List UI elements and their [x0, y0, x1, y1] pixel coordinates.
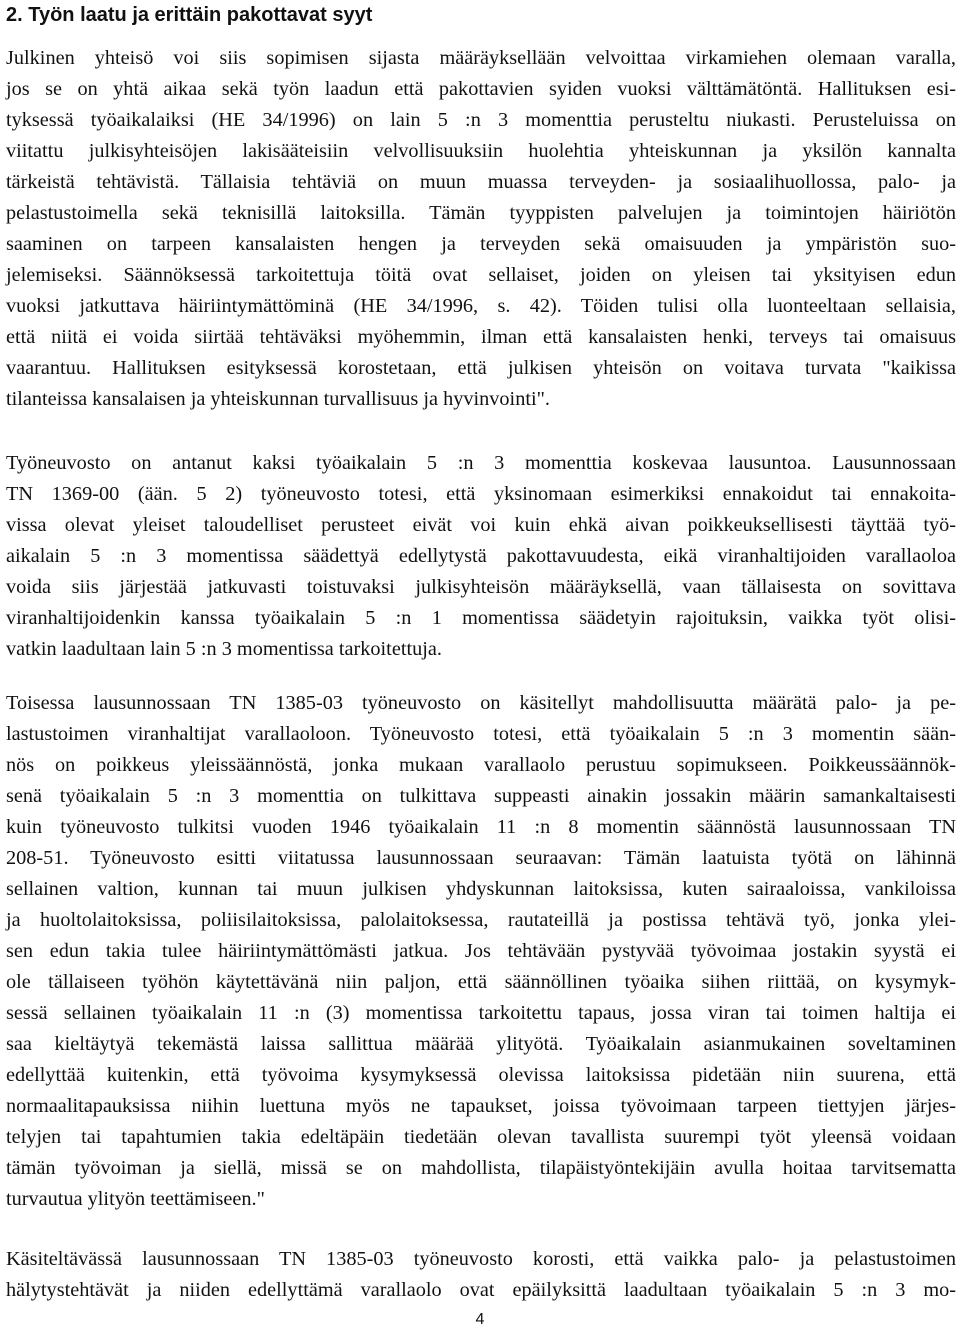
text-line: viitattu julkisyhteisöjen lakisääteisiin velvollisuuksiin huolehtia yhteiskunnan ja yksilön kannalta [6, 140, 956, 162]
text-line: vaarantuu. Hallituksen esityksessä korostetaan, että julkisen yhteisön on voitava turvata "kaikissa [6, 357, 956, 379]
text-line: vatkin laadultaan lain 5 :n 3 momentissa tarkoitettuja. [6, 638, 442, 660]
text-line: normaalitapauksissa niihin luettuna myös ne tapaukset, joissa työvoimaan tarpeen tiettyjen järjes- [6, 1095, 956, 1117]
paragraph-4 [6, 1244, 956, 1306]
text-line: tyksessä työaikalaiksi (HE 34/1996) on lain 5 :n 3 momenttia perusteltu niukasti. Perusteluissa on [6, 109, 956, 131]
text-line: sen edun takia tulee häiriintymättömästi jatkua. Jos tehtävään pystyvää työvoimaa jostakin syystä ei [6, 940, 956, 962]
text-line: 208-51. Työneuvosto esitti viitatussa lausunnossaan seuraavan: Tämän laatuista työtä on lähinnä [6, 847, 956, 869]
text-line: saa kieltäytyä tekemästä laissa sallittua määrää ylityötä. Työaikalain asianmukainen soveltaminen [6, 1033, 956, 1055]
text-line: tämän työvoiman ja siellä, missä se on mahdollista, tilapäistyöntekijäin avulla hoitaa tarvitsematta [6, 1157, 956, 1179]
text-line: Työneuvosto on antanut kaksi työaikalain 5 :n 3 momenttia koskevaa lausuntoa. Lausunnossaan [6, 452, 956, 474]
text-line: ja huoltolaitoksissa, poliisilaitoksissa, palolaitoksessa, rautateillä ja postissa tehtävä työ, jonka ylei- [6, 909, 956, 931]
text-line: pelastustoimella sekä teknisillä laitoksilla. Tämän tyyppisten palvelujen ja toimintojen häiriötön [6, 202, 956, 224]
text-line: ole tällaiseen työhön käytettävänä niin paljon, että säännöllinen työaika siihen riittää, on kysymyk- [6, 971, 956, 993]
text-line: kuin työneuvosto tulkitsi vuoden 1946 työaikalain 11 :n 8 momentin säännöstä lausunnossaan TN [6, 816, 956, 838]
text-line: tilanteissa kansalaisen ja yhteiskunnan turvallisuus ja hyvinvointi". [6, 388, 550, 410]
text-line: TN 1369-00 (ään. 5 2) työneuvosto totesi, että yksinomaan esimerkiksi ennakoidut tai ennakoita- [6, 483, 956, 505]
text-line: hälytystehtävät ja niiden edellyttämä varallaolo ovat epäilyksittä laadultaan työaikalain 5 :n 3 mo- [6, 1279, 956, 1301]
text-line: Julkinen yhteisö voi siis sopimisen sijasta määräyksellään velvoittaa virkamiehen olemaan varalla, [6, 47, 956, 69]
text-line: aikalain 5 :n 3 momentissa säädettyä edellytystä pakottavuudesta, eikä viranhaltijoiden varallaoloa [6, 545, 956, 567]
text-line: Toisessa lausunnossaan TN 1385-03 työneuvosto on käsitellyt mahdollisuutta määrätä palo- ja pe- [6, 692, 956, 714]
text-line: viranhaltijoidenkin kanssa työaikalain 5 :n 1 momentissa säädetyin rajoituksin, vaikka työt olisi- [6, 607, 956, 629]
text-line: vuoksi jatkuttava häiriintymättöminä (HE 34/1996, s. 42). Töiden tulisi olla luonteeltaan sellaisia, [6, 295, 956, 317]
text-line: lastustoimen viranhaltijat varallaoloon. Työneuvosto totesi, että työaikalain 5 :n 3 momentin sään- [6, 723, 956, 745]
text-line: senä työaikalain 5 :n 3 momenttia on tulkittava suppeasti ainakin jossakin määrin samankaltaisesti [6, 785, 956, 807]
section-heading: 2. Työn laatu ja erittäin pakottavat syyt [6, 4, 373, 26]
text-line: tärkeistä tehtävistä. Tällaisia tehtäviä on muun muassa terveyden- ja sosiaalihuollossa, palo- ja [6, 171, 956, 193]
text-line: nös on poikkeus yleissäännöstä, jonka mukaan varallaolo perustuu sopimukseen. Poikkeussäännök- [6, 754, 956, 776]
text-line: saaminen on tarpeen kansalaisten hengen ja terveyden sekä omaisuuden ja ympäristön suo- [6, 233, 956, 255]
text-line: sellainen valtion, kunnan tai muun julkisen yhdyskunnan laitoksissa, kuten sairaaloissa, vankiloissa [6, 878, 956, 900]
text-line: sessä sellainen työaikalain 11 :n (3) momentissa tarkoitettu tapaus, jossa viran tai toimen haltija ei [6, 1002, 956, 1024]
paragraph-1 [6, 43, 956, 415]
page-number: 4 [475, 1311, 485, 1328]
text-line: vissa olevat yleiset taloudelliset perusteet eivät voi kuin ehkä aivan poikkeuksellisesti täyttää työ- [6, 514, 956, 536]
text-line: telyjen tai tapahtumien takia edeltäpäin tiedetään olevan tavallista suurempi työt yleensä voidaan [6, 1126, 956, 1148]
text-line: turvautua ylityön teettämiseen." [6, 1188, 265, 1210]
text-line: että niitä ei voida siirtää tehtäväksi myöhemmin, ilman että kansalaisten henki, terveys tai omaisuus [6, 326, 956, 348]
text-line: jos se on yhtä aikaa sekä työn laadun että pakottavien syiden vuoksi välttämätöntä. Hallituksen esi- [6, 78, 956, 100]
text-line: voida siis järjestää jatkuvasti toistuvaksi julkisyhteisön määräyksellä, vaan tällaisesta on sovittava [6, 576, 956, 598]
text-line: edellyttää kuitenkin, että työvoima kysymyksessä olevissa laitoksissa pidetään niin suurena, että [6, 1064, 956, 1086]
text-line: Käsiteltävässä lausunnossaan TN 1385-03 työneuvosto korosti, että vaikka palo- ja pelastustoimen [6, 1248, 956, 1270]
text-line: jelemiseksi. Säännöksessä tarkoitettuja töitä ovat sellaiset, joiden on yleisen tai yksityisen edun [6, 264, 956, 286]
paragraph-3 [6, 688, 956, 1215]
paragraph-2 [6, 448, 956, 665]
